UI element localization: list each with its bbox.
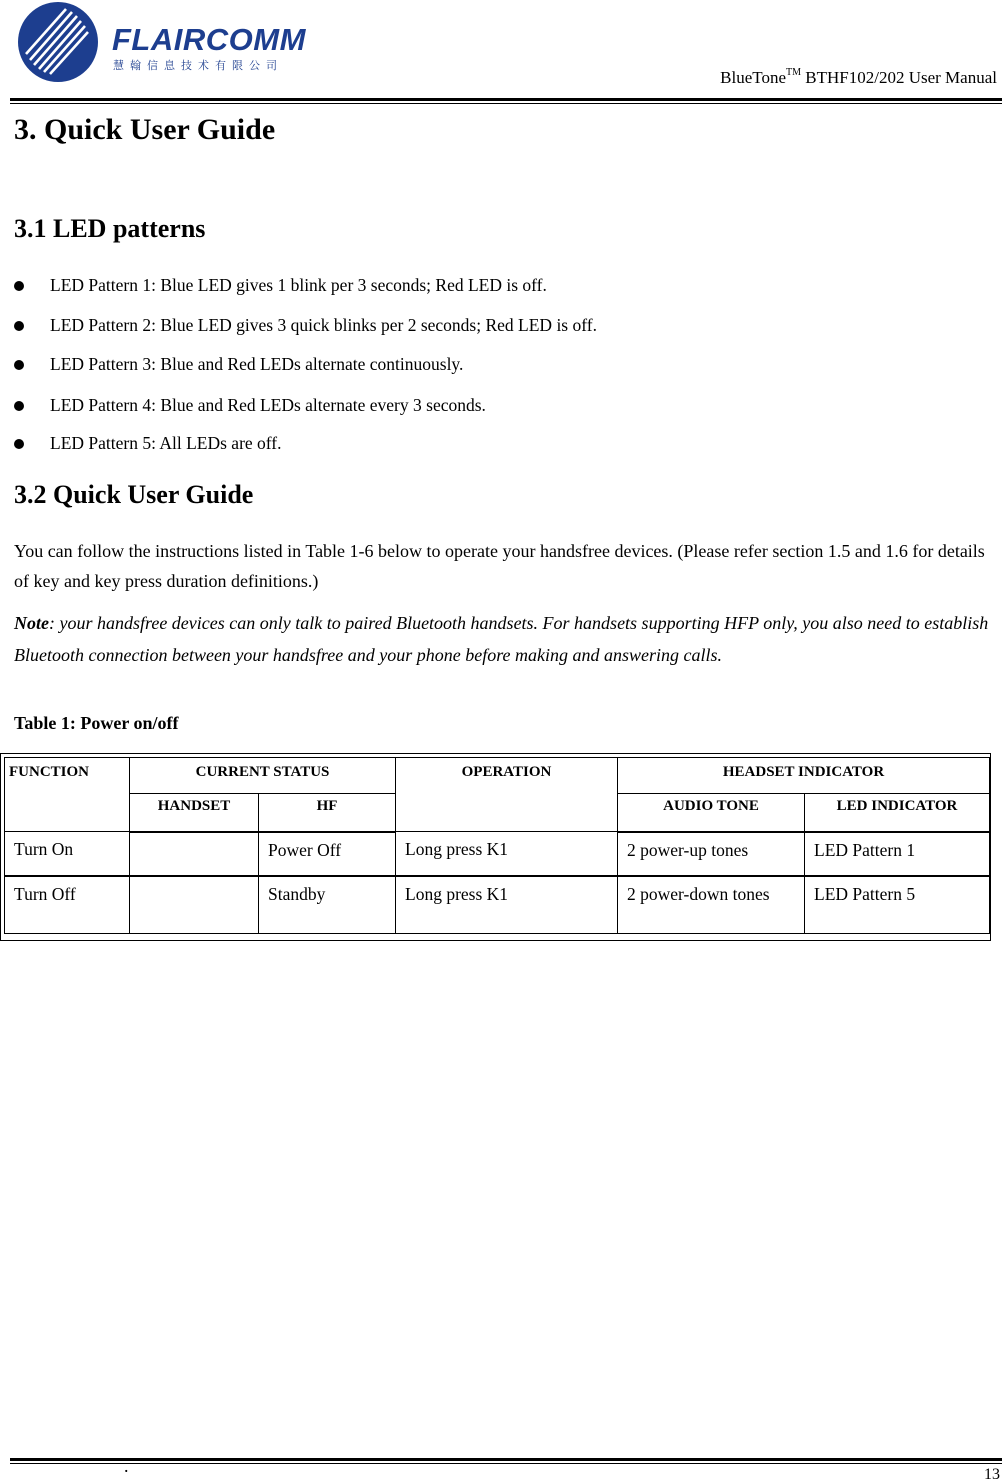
bullet-icon — [14, 321, 24, 331]
header-led-indicator: LED INDICATOR — [805, 794, 990, 832]
section-heading: 3. Quick User Guide — [14, 113, 276, 146]
led-patterns-heading: 3.1 LED patterns — [14, 214, 206, 243]
header-hf: HF — [259, 794, 396, 832]
footer-rule-thick — [10, 1458, 1002, 1461]
power-table-frame — [0, 753, 991, 941]
document-title — [720, 68, 997, 88]
cell-audio-tone: 2 power-down tones — [618, 876, 805, 934]
cell-function: Turn On — [5, 832, 130, 876]
header-handset: HANDSET — [130, 794, 259, 832]
note-label: Note — [14, 613, 49, 633]
cell-handset — [130, 832, 259, 876]
table-row — [5, 876, 990, 934]
logo-subtitle: 慧翰信息技术有限公司 — [113, 59, 283, 72]
cell-led-indicator: LED Pattern 5 — [805, 876, 990, 934]
bullet-icon — [14, 281, 24, 291]
note-text: : your handsfree devices can only talk to paired Bluetooth handsets. For handsets supporting HFP only, you also need to establish Bluetooth connection between your handsfree and your phone before making and answering calls. — [14, 613, 989, 665]
header-audio-tone: AUDIO TONE — [618, 794, 805, 832]
cell-hf: Standby — [259, 876, 396, 934]
cell-audio-tone: 2 power-up tones — [618, 832, 805, 876]
bullet-icon — [14, 439, 24, 449]
header-function: FUNCTION — [5, 758, 130, 832]
header-current-status: CURRENT STATUS — [130, 758, 396, 794]
footer-rule-thin — [10, 1463, 1002, 1464]
doc-brand: BlueTone — [720, 68, 787, 87]
intro-paragraph: You can follow the instructions listed in Table 1-6 below to operate your handsfree devices. (Please refer section 1.5 and 1.6 for details of key and key press duration definitions.) — [14, 541, 985, 591]
table-row — [5, 832, 990, 876]
cell-hf: Power Off — [259, 832, 396, 876]
header-operation: OPERATION — [396, 758, 618, 832]
cell-function: Turn Off — [5, 876, 130, 934]
quick-guide-heading: 3.2 Quick User Guide — [14, 480, 254, 509]
header-rule-thick — [10, 98, 1002, 101]
note-paragraph — [14, 607, 999, 671]
doc-title-text: BTHF102/202 User Manual — [805, 68, 997, 87]
page-number: 13 — [984, 1466, 1000, 1483]
cell-operation: Long press K1 — [396, 832, 618, 876]
power-table — [4, 757, 990, 934]
logo-globe-icon — [14, 2, 114, 84]
header-rule-thin — [10, 103, 1002, 104]
cell-handset — [130, 876, 259, 934]
bullet-icon — [14, 360, 24, 370]
header-headset-indicator: HEADSET INDICATOR — [618, 758, 990, 794]
footer-mark: . — [124, 1456, 129, 1476]
bullet-icon — [14, 401, 24, 411]
cell-led-indicator: LED Pattern 1 — [805, 832, 990, 876]
cell-operation: Long press K1 — [396, 876, 618, 934]
table-caption: Table 1: Power on/off — [14, 713, 179, 733]
trademark-mark: TM — [786, 67, 802, 78]
logo-wordmark: FLAIRCOMM — [112, 22, 306, 57]
